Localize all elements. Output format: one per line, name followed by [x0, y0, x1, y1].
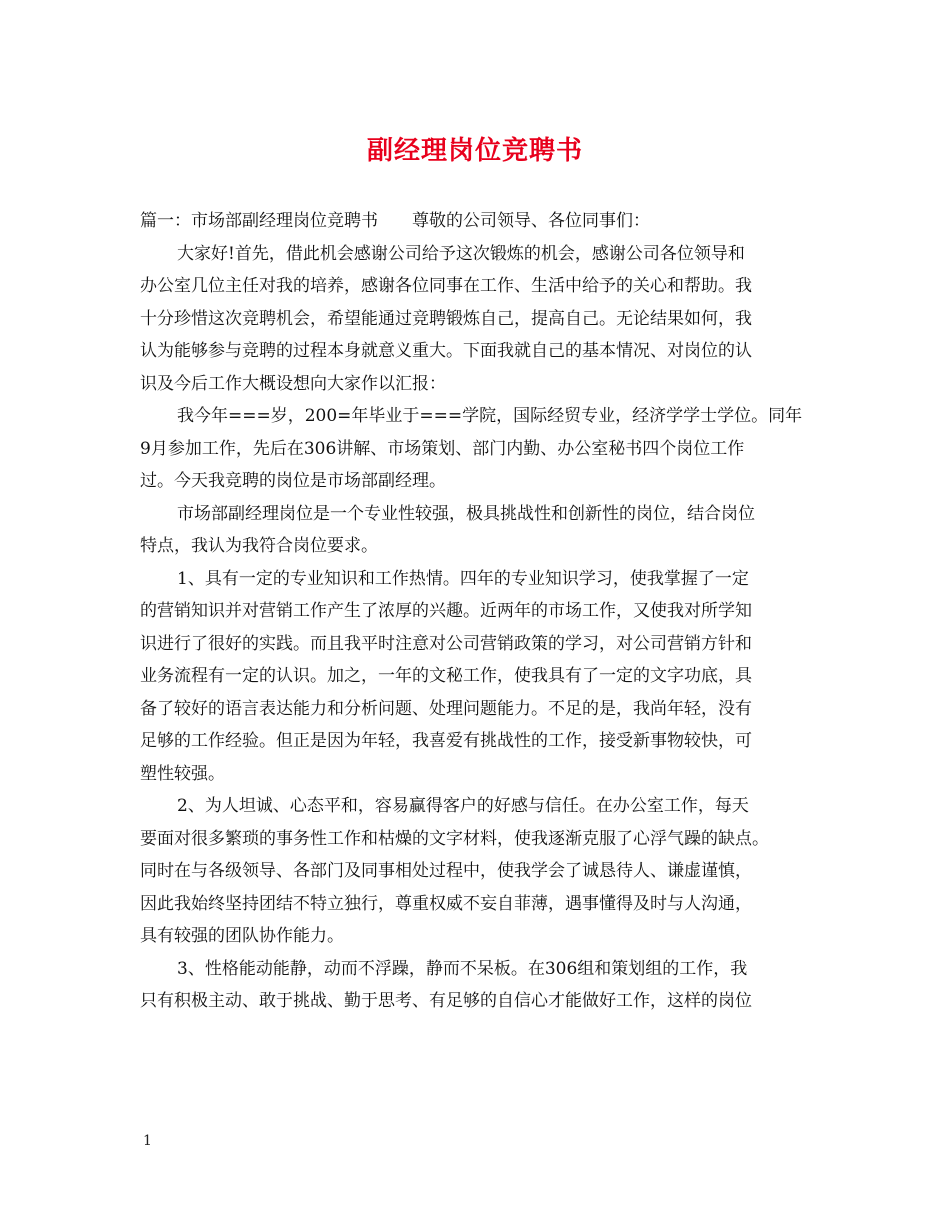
text-line: 办公室几位主任对我的培养，感谢各位同事在工作、生活中给予的关心和帮助。我: [140, 276, 752, 296]
text-line: 大家好!首先，借此机会感谢公司给予这次锻炼的机会，感谢公司各位领导和: [177, 243, 745, 264]
text-line: 篇一：市场部副经理岗位竞聘书 尊敬的公司领导、各位同事们：: [140, 211, 650, 231]
text-line: 识进行了很好的实践。而且我平时注意对公司营销政策的学习，对公司营销方针和: [140, 633, 752, 654]
text-line: 要面对很多繁琐的事务性工作和枯燥的文字材料，使我逐渐克服了心浮气躁的缺点。: [140, 828, 769, 849]
text-line: 足够的工作经验。但正是因为年轻，我喜爱有挑战性的工作，接受新事物较快，可: [140, 731, 752, 751]
text-line: 十分珍惜这次竞聘机会，希望能通过竞聘锻炼自己，提高自己。无论结果如何，我: [140, 308, 752, 329]
text-line: 1、具有一定的专业知识和工作热情。四年的专业知识学习，使我掌握了一定: [177, 568, 749, 589]
text-line: 3、性格能动能静，动而不浮躁，静而不呆板。在306组和策划组的工作，我: [177, 958, 748, 979]
text-line: 备了较好的语言表达能力和分析问题、处理问题能力。不足的是，我尚年轻，没有: [140, 698, 752, 719]
text-line: 同时在与各级领导、各部门及同事相处过程中，使我学会了诚恳待人、谦虚谨慎，: [140, 861, 752, 881]
document-title: 副经理岗位竞聘书: [366, 136, 583, 166]
text-line: 我今年===岁，200=年毕业于===学院，国际经贸专业，经济学学士学位。同年: [177, 406, 803, 426]
page-number: 1: [143, 1133, 152, 1149]
text-line: 业务流程有一定的认识。加之，一年的文秘工作，使我具有了一定的文字功底，具: [140, 666, 752, 686]
text-line: 的营销知识并对营销工作产生了浓厚的兴趣。近两年的市场工作，又使我对所学知: [140, 601, 752, 621]
text-line: 识及今后工作大概设想向大家作以汇报：: [140, 373, 446, 394]
text-line: 2、为人坦诚、心态平和，容易赢得客户的好感与信任。在办公室工作，每天: [177, 796, 749, 816]
text-line: 过。今天我竞聘的岗位是市场部副经理。: [140, 471, 446, 491]
text-line: 特点，我认为我符合岗位要求。: [140, 536, 378, 556]
text-line: 市场部副经理岗位是一个专业性较强，极具挑战性和创新性的岗位，结合岗位: [177, 503, 755, 524]
text-line: 塑性较强。: [140, 763, 225, 784]
text-line: 因此我始终坚持团结不特立独行，尊重权威不妄自菲薄，遇事懂得及时与人沟通，: [140, 893, 752, 914]
document-body: [140, 205, 820, 1018]
text-line: 认为能够参与竞聘的过程本身就意义重大。下面我就自己的基本情况、对岗位的认: [140, 341, 752, 361]
text-line: 只有积极主动、敢于挑战、勤于思考、有足够的自信心才能做好工作，这样的岗位: [140, 991, 752, 1011]
text-line: 具有较强的团队协作能力。: [140, 926, 344, 946]
text-line: 9月参加工作，先后在306讲解、市场策划、部门内勤、办公室秘书四个岗位工作: [140, 438, 745, 459]
